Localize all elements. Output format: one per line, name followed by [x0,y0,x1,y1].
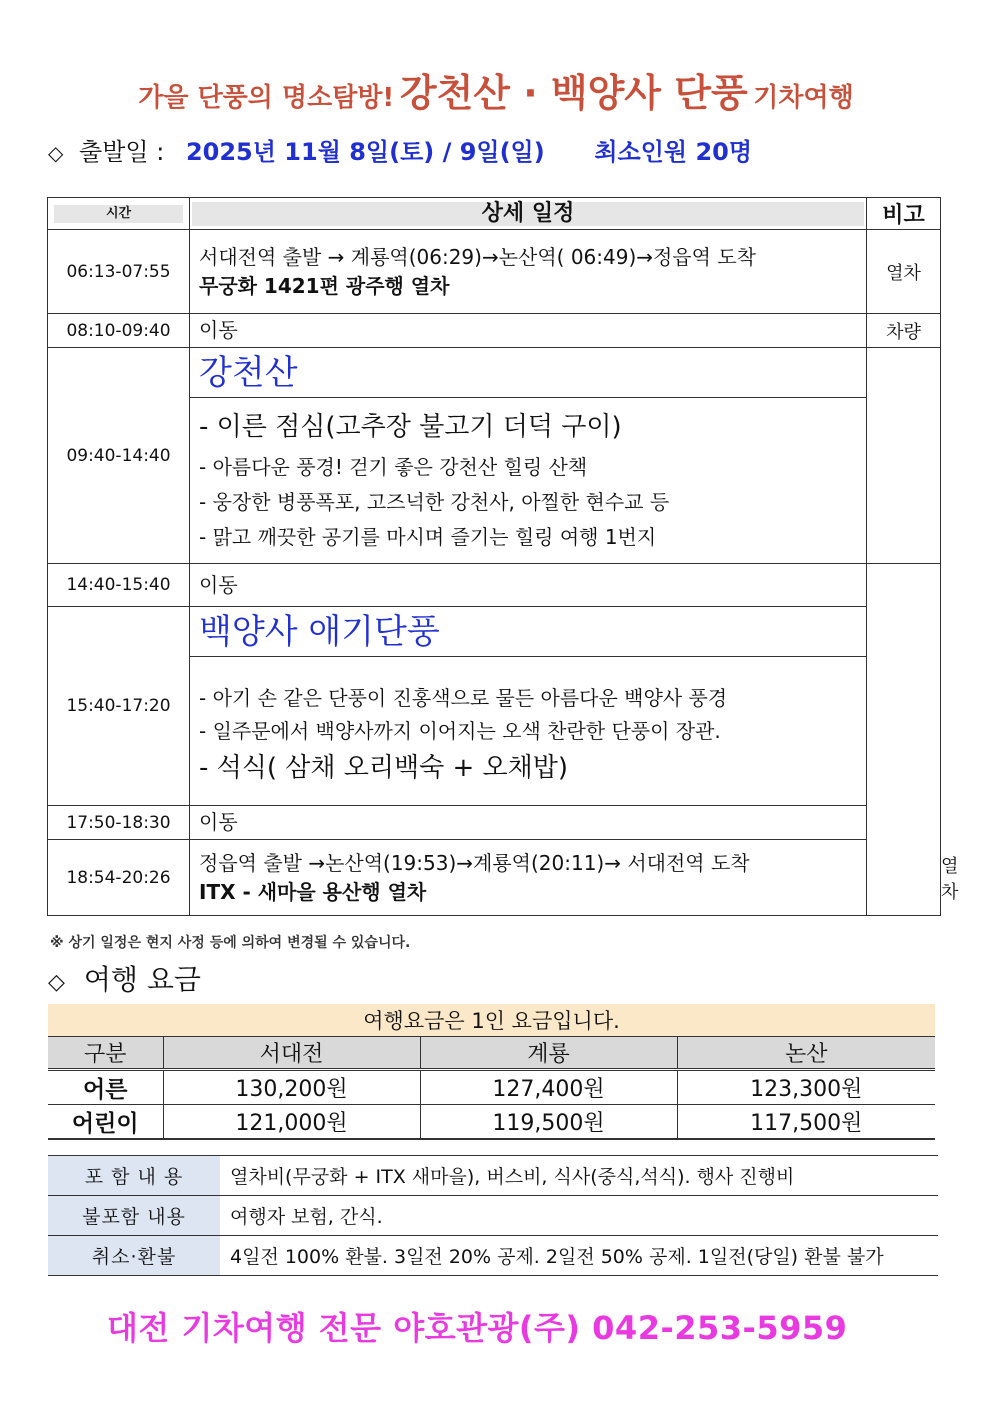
fee-cell: 127,400원 [420,1069,677,1104]
fee-header-cell: 구분 [48,1036,163,1069]
row-detail: 이동 [190,564,867,607]
fee-caption: 여행요금은 1인 요금입니다. [48,1004,935,1036]
fee-row-adult [48,1069,935,1104]
item-foliage: - 아기 손 같은 단풍이 진홍색으로 물든 아름다운 백양사 풍경 [199,686,728,711]
fee-title: 여행 요금 [83,963,201,996]
item-iljumun: - 일주문에서 백양사까지 이어지는 오색 찬란한 단풍이 장관. [199,719,721,744]
diamond-icon: ◇ [48,970,65,995]
fee-row-child [48,1104,935,1139]
row-route: 정읍역 출발 →논산역(19:53)→계룡역(20:11)→ 서대전역 도착 [199,850,750,875]
header-time: 시간 [54,205,183,223]
company-footer: 대전 기차여행 전문 야호관광(주) 042-253-5959 [107,1309,848,1347]
fee-header-cell: 논산 [677,1036,935,1069]
title-main: 강천산 · 백양사 단풍 [399,71,748,115]
fee-heading [48,958,201,998]
schedule-row: 18:54-20:26 정읍역 출발 →논산역(19:53)→계룡역(20:11)→ 서대전역 도착 ITX - 새마을 용산행 열차 열차 [48,840,941,916]
row-time: 14:40-15:40 [48,564,190,607]
header-detail: 상세 일정 [192,202,864,226]
fee-cell: 123,300원 [677,1069,935,1104]
schedule-header [48,198,941,230]
row-detail: 이동 [190,314,867,348]
schedule-row [48,230,941,314]
fee-table [48,1004,935,1140]
place-gangcheonsan: 강천산 [199,352,298,393]
row-time: 09:40-14:40 [48,348,190,564]
departure-label: 출발일 : [79,138,165,166]
info-value: 4일전 100% 환불. 3일전 20% 공제. 2일전 50% 공제. 1일전(당일) 환불 불가 [220,1236,938,1276]
fee-cell: 어른 [48,1069,163,1104]
info-label: 포 함 내 용 [48,1156,220,1196]
info-label: 취소·환불 [48,1236,220,1276]
schedule-notice: ※ 상기 일정은 현지 사정 등에 의하여 변경될 수 있습니다. [50,935,411,951]
item-air: - 맑고 깨끗한 공기를 마시며 즐기는 힐링 여행 1번지 [199,524,657,549]
info-label: 불포함 내용 [48,1196,220,1236]
row-note: 차량 [867,314,941,348]
info-row-excluded [48,1196,938,1236]
fee-cell: 119,500원 [420,1104,677,1139]
item-walk: - 아름다운 풍경! 걷기 좋은 강천산 힐링 산책 [199,454,588,479]
fee-cell: 121,000원 [163,1104,420,1139]
schedule-row [48,348,941,398]
row-time: 06:13-07:55 [48,230,190,314]
row-time: 08:10-09:40 [48,314,190,348]
info-table [48,1155,938,1276]
fee-cell: 어린이 [48,1104,163,1139]
row-time: 18:54-20:26 [48,840,190,916]
item-dinner: - 석식( 삼채 오리백숙 + 오채밥) [199,753,569,784]
info-row-refund [48,1236,938,1276]
info-value: 여행자 보험, 간식. [220,1196,938,1236]
item-sights: - 웅장한 병풍폭포, 고즈넉한 강천사, 아찔한 현수교 등 [199,489,670,514]
item-lunch: - 이른 점심(고추장 불고기 더덕 구이) [199,412,622,443]
header-note: 비고 [867,198,941,230]
page-title [0,62,992,117]
row-train: 무궁화 1421편 광주행 열차 [199,273,450,298]
info-row-included [48,1156,938,1196]
schedule-table [47,197,959,916]
title-prefix: 가을 단풍의 명소탐방! [138,83,395,113]
row-time: 17:50-18:30 [48,806,190,840]
schedule-row [48,806,941,840]
row-note: 열차 [867,230,941,314]
place-baekyangsa: 백양사 애기단풍 [199,611,440,652]
fee-header-cell: 계룡 [420,1036,677,1069]
fee-header [48,1036,935,1069]
fee-header-cell: 서대전 [163,1036,420,1069]
fee-cell: 130,200원 [163,1069,420,1104]
title-suffix: 기차여행 [753,83,854,113]
row-time: 15:40-17:20 [48,607,190,806]
schedule-row [48,607,941,657]
info-value: 열차비(무궁화 + ITX 새마을), 버스비, 식사(중식,석식). 행사 진행비 [220,1156,938,1196]
min-people: 최소인원 20명 [594,138,753,166]
diamond-icon: ◇ [48,141,64,165]
schedule-row [48,564,941,607]
row-detail: 이동 [190,806,867,840]
schedule-row [48,314,941,348]
fee-cell: 117,500원 [677,1104,935,1139]
departure-dates: 2025년 11월 8일(토) / 9일(일) [185,138,545,166]
departure-line [48,132,752,167]
row-route: 서대전역 출발 → 계룡역(06:29)→논산역( 06:49)→정읍역 도착 [199,244,756,269]
row-train: ITX - 새마을 용산행 열차 [199,879,427,904]
